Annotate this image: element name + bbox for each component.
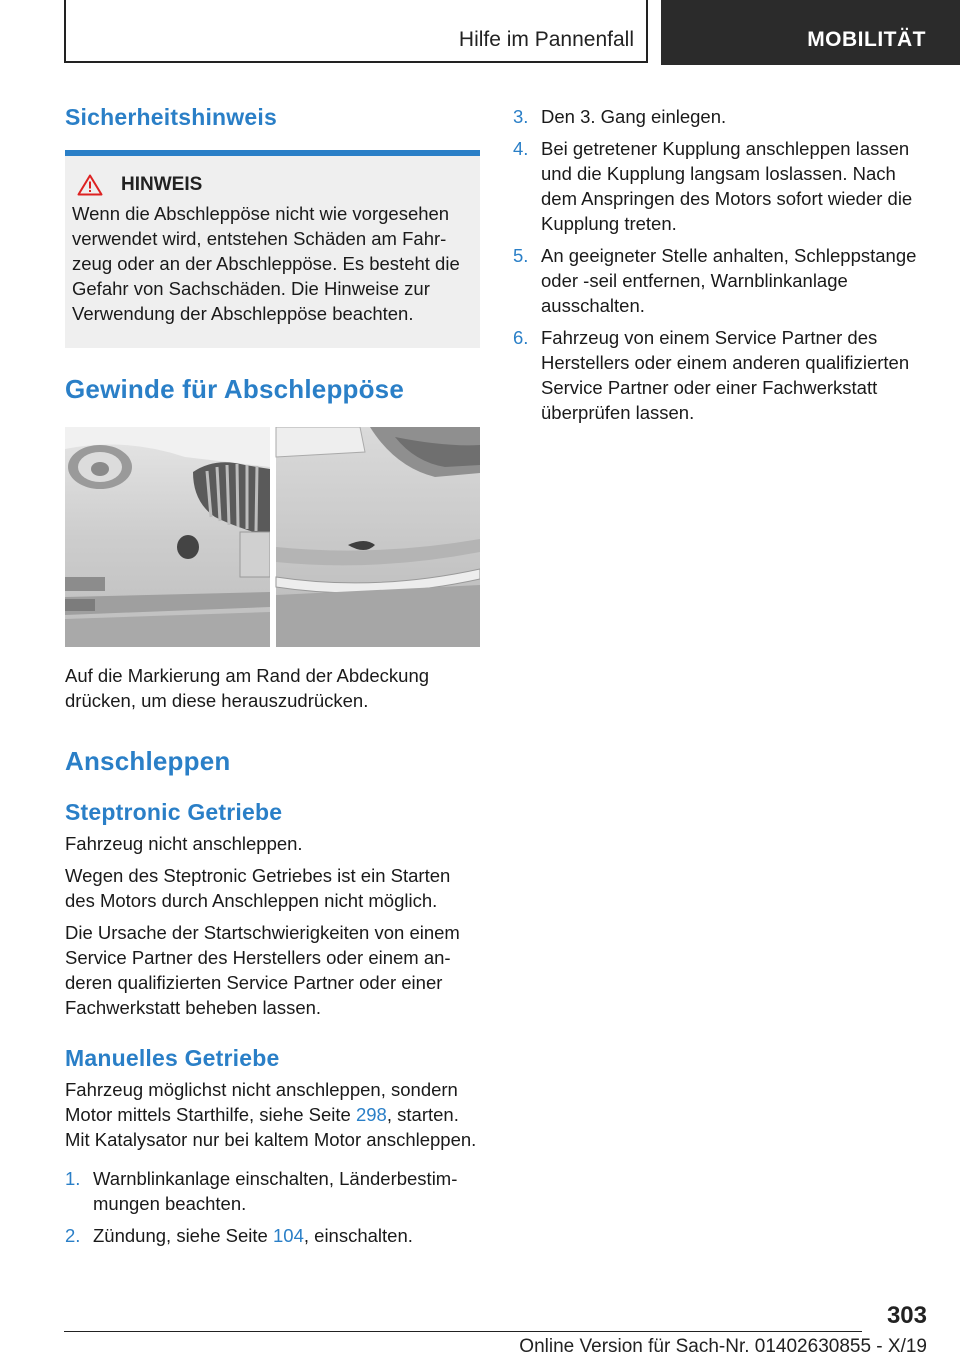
step-number: 4. xyxy=(513,138,529,159)
step-text: Bei getretener Kupplung anschleppen lassen und die Kupplung langsam loslassen. Nach dem Anspringen des Motors sofort wieder die Kupplung treten. xyxy=(541,138,913,234)
manual-paragraph-1 xyxy=(65,1077,480,1127)
header-chapter-tab xyxy=(661,0,960,65)
step-number: 6. xyxy=(513,327,529,348)
step-number: 3. xyxy=(513,106,529,127)
notice-box xyxy=(65,150,480,348)
left-column xyxy=(65,100,480,1248)
bumper-illustration xyxy=(65,427,480,647)
manual-paragraph-1-text: Fahrzeug möglichst nicht anschleppen, sondern Motor mittels Starthilfe, siehe Seite xyxy=(65,1079,458,1125)
footer-divider xyxy=(64,1331,862,1332)
figure-caption: Auf die Markierung am Rand der Abdeckung drücken, um diese herauszudrücken. xyxy=(65,665,430,711)
step-number: 1. xyxy=(65,1168,81,1189)
right-column xyxy=(513,104,928,425)
list-item xyxy=(65,1223,480,1248)
warning-triangle-icon xyxy=(77,174,103,196)
notice-label: HINWEIS xyxy=(121,174,203,195)
header-section-box xyxy=(64,0,648,63)
footer-version-text: Online Version für Sach-Nr. 01402630855 - X/19 xyxy=(519,1336,927,1357)
towing-steps-list-left xyxy=(65,1166,480,1248)
manual-heading: Manuelles Getriebe xyxy=(65,1045,280,1071)
step-text: Fahrzeug von einem Service Partner des Herstellers oder einem anderen qualifizierten Service Partner oder einer Fachwerkstatt überprüfen lassen. xyxy=(541,327,910,423)
page-link-104[interactable]: 104 xyxy=(273,1225,304,1246)
step-text xyxy=(93,1223,413,1248)
list-item xyxy=(513,243,928,318)
steptronic-paragraph-3: Die Ursache der Startschwierigkeiten von einem Service Partner des Herstellers oder einem anderen qualifizierten Service Partner oder einer Fachwerkstatt beheben lassen. xyxy=(65,922,460,1018)
thread-heading: Gewinde für Abschleppöse xyxy=(65,374,405,404)
list-item xyxy=(513,325,928,425)
step-text: Warnblinkanlage einschalten, Länderbestimmungen beachten. xyxy=(93,1168,458,1214)
step-text-end: , einschalten. xyxy=(303,1225,413,1246)
safety-heading: Sicherheitshinweis xyxy=(65,104,277,130)
step-text: An geeigneter Stelle anhalten, Schleppstange oder -seil entfernen, Warnblinkanlage ausschalten. xyxy=(541,245,917,316)
step-number: 5. xyxy=(513,245,529,266)
notice-text: Wenn die Abschleppöse nicht wie vorgesehen verwendet wird, entstehen Schäden am Fahrzeug oder an der Abschleppöse. Es besteht die Gefahr von Sachschäden. Die Hinweise zur Verwendung der Abschleppöse beachten. xyxy=(72,203,460,324)
towing-heading: Anschleppen xyxy=(65,746,231,776)
manual-paragraph-1-end: , starten. xyxy=(386,1104,459,1125)
page-number: 303 xyxy=(886,1302,927,1329)
list-item xyxy=(65,1166,480,1216)
step-text-start: Zündung, siehe Seite xyxy=(93,1225,273,1246)
towing-steps-list-right xyxy=(513,104,928,425)
step-text: Den 3. Gang einlegen. xyxy=(541,106,727,127)
steptronic-paragraph-2: Wegen des Steptronic Getriebes ist ein Starten des Motors durch Anschleppen nicht möglich. xyxy=(65,865,451,911)
list-item xyxy=(513,136,928,236)
steptronic-paragraph-1: Fahrzeug nicht anschleppen. xyxy=(65,833,303,854)
list-item xyxy=(513,104,928,129)
step-number: 2. xyxy=(65,1225,81,1246)
tow-eye-cover-figure xyxy=(65,427,480,647)
header-chapter-title: MOBILITÄT xyxy=(807,28,926,51)
notice-header xyxy=(72,174,472,196)
steptronic-heading: Steptronic Getriebe xyxy=(65,799,283,825)
header-section-title: Hilfe im Pannenfall xyxy=(458,28,634,51)
page-link-298[interactable]: 298 xyxy=(355,1104,387,1125)
manual-paragraph-2: Mit Katalysator nur bei kaltem Motor anschleppen. xyxy=(65,1129,477,1150)
